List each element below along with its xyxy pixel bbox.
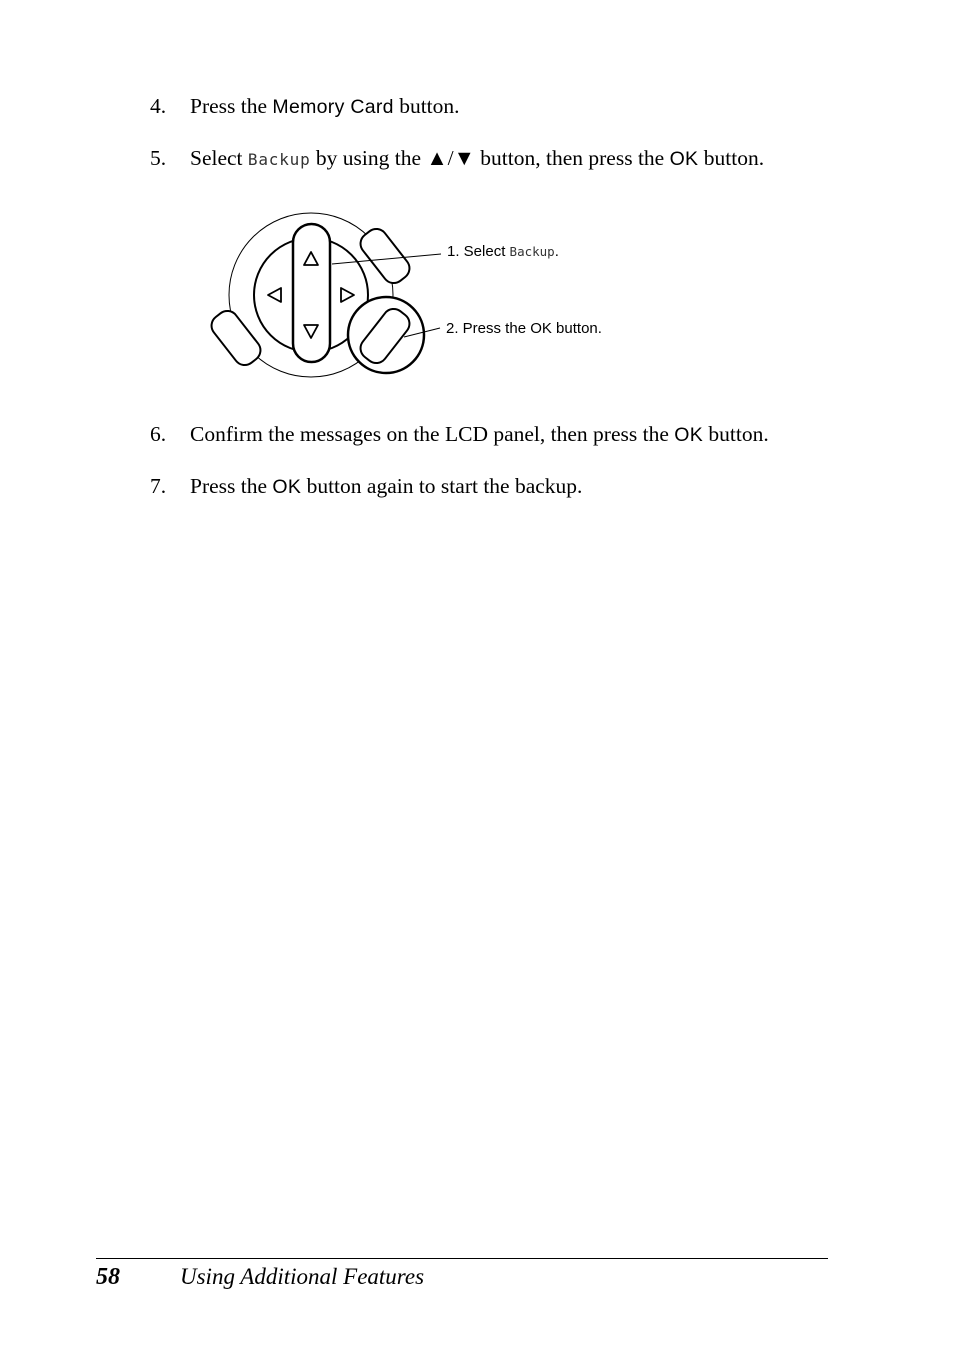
step-text (190, 92, 460, 121)
step-7 (0, 472, 954, 500)
step-text-after: button. (393, 94, 460, 118)
step-number: 7. (150, 474, 167, 498)
left-side-button (207, 307, 265, 370)
step-4 (0, 92, 954, 120)
callout-2: 2. Press the OK button. (446, 320, 602, 337)
button-name: OK (669, 148, 699, 170)
up-down-button (293, 224, 330, 362)
step-text-before: Confirm the messages on the LCD panel, then press the (190, 422, 675, 446)
control-panel-diagram (200, 200, 630, 390)
step-6 (0, 420, 954, 448)
step-number: 4. (150, 94, 167, 118)
section-title: Using Additional Features (180, 1264, 425, 1289)
step-text (190, 144, 764, 174)
step-text-before: Press the (190, 94, 273, 118)
step-text-after: button. (703, 422, 769, 446)
callout-1 (447, 243, 559, 260)
step-text (190, 420, 769, 449)
button-name: OK (272, 476, 302, 498)
callout-1-lcd-item: Backup (509, 244, 555, 259)
step-text (190, 472, 582, 501)
footer-divider (96, 1258, 828, 1259)
step-number: 6. (150, 422, 167, 446)
step-text-before: Press the (190, 474, 273, 498)
callout-1-suffix: . (554, 243, 559, 260)
button-name: OK (674, 424, 704, 446)
step-text-before: Select (190, 146, 248, 170)
step-5 (0, 144, 954, 172)
callout-1-prefix: 1. Select (447, 243, 510, 260)
button-name: Memory Card (272, 96, 394, 118)
step-text-after: button. (698, 146, 765, 170)
step-text-middle: by using the ▲/▼ button, then press the (310, 146, 670, 170)
page-number: 58 (96, 1264, 120, 1290)
step-text-after: button again to start the backup. (301, 474, 583, 498)
lcd-menu-item: Backup (247, 150, 311, 169)
step-number: 5. (150, 146, 167, 170)
